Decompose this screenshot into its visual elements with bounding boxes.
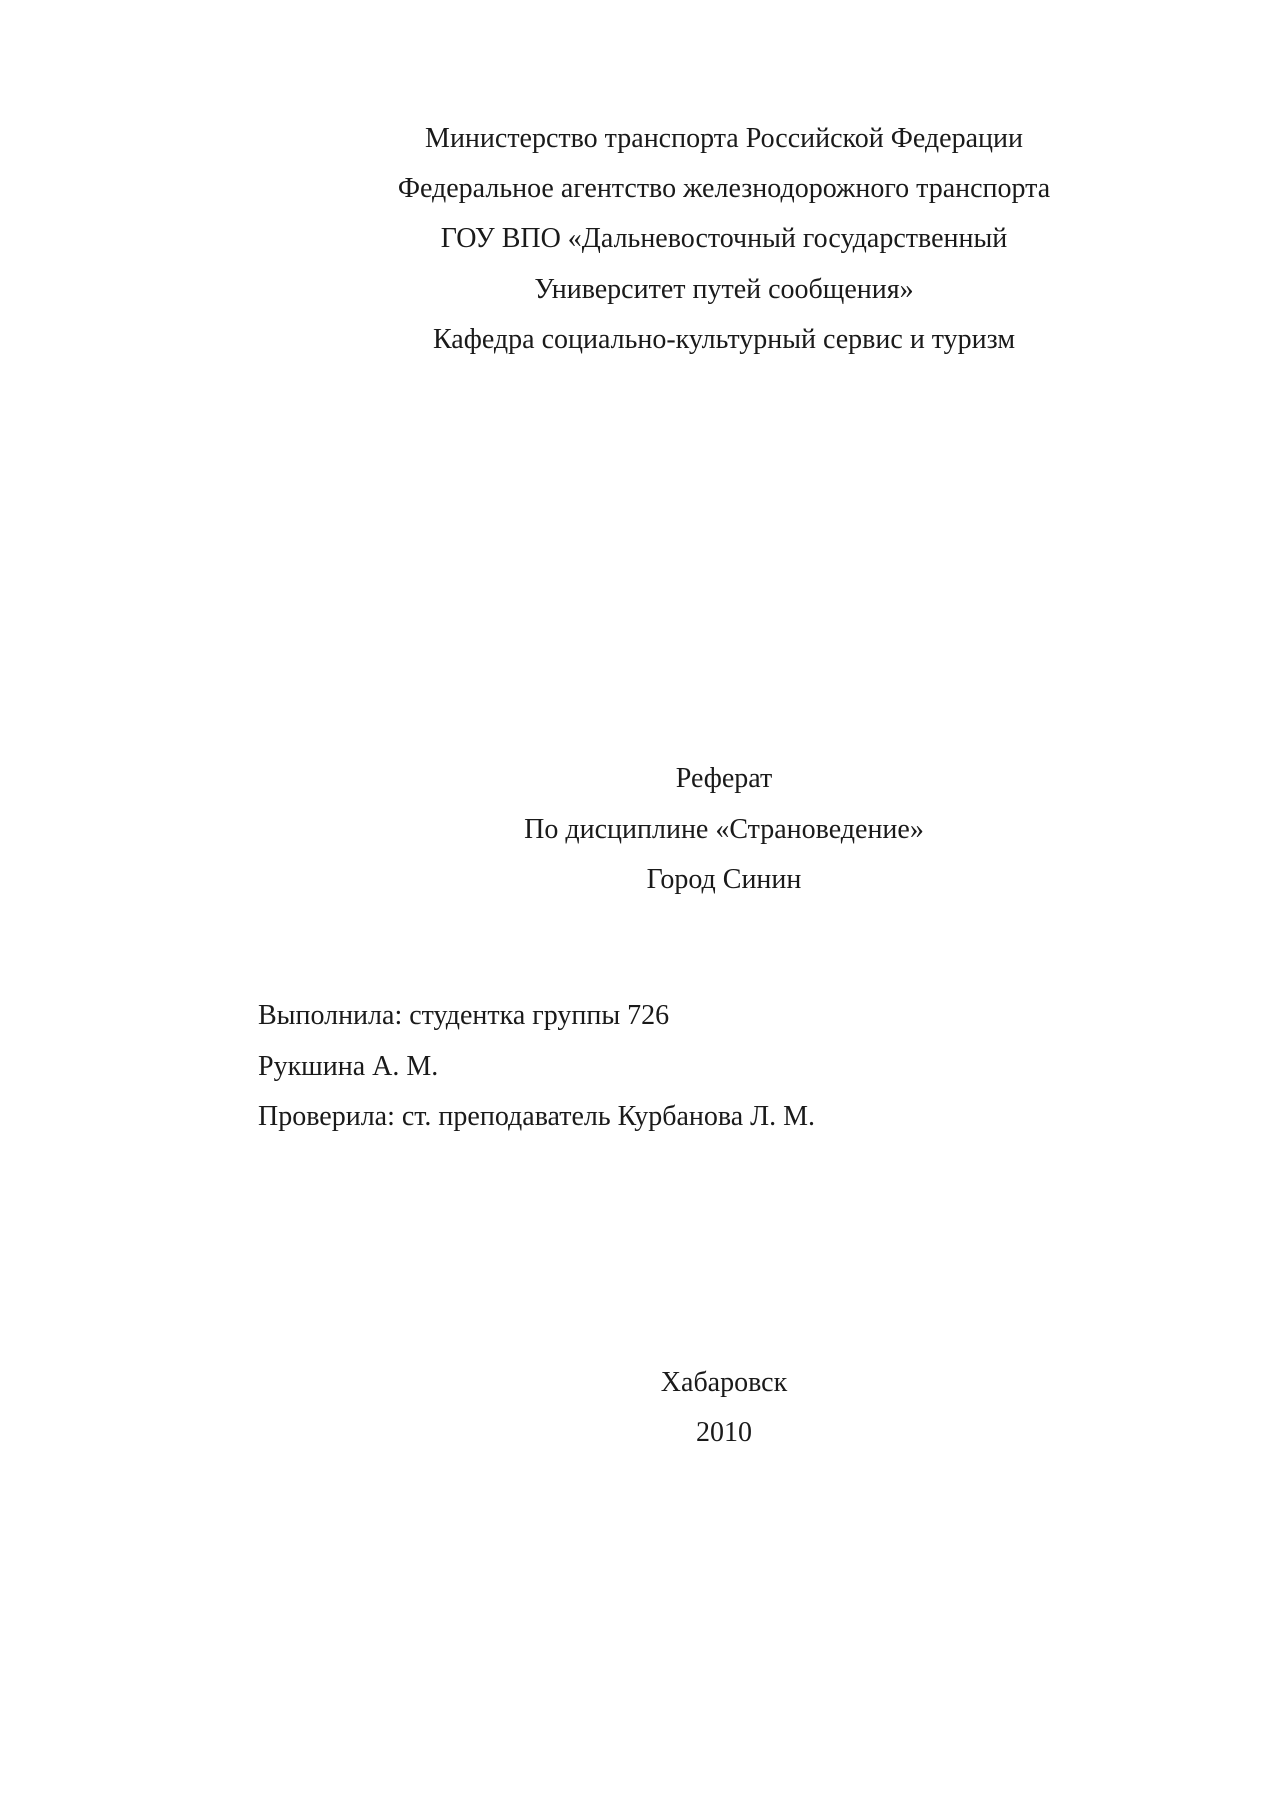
header-line-university: ГОУ ВПО «Дальневосточный государственный <box>440 223 1008 254</box>
checked-by: Проверила: ст. преподаватель Курбанова Л. М. <box>258 1101 816 1132</box>
city: Хабаровск <box>660 1367 788 1398</box>
header-line-university-cont: Университет путей сообщения» <box>534 274 914 305</box>
header-line-agency: Федеральное агентство железнодорожного транспорта <box>397 173 1051 204</box>
performed-by: Выполнила: студентка группы 726 <box>258 1000 670 1031</box>
doc-type: Реферат <box>675 763 773 794</box>
discipline: По дисциплине «Страноведение» <box>524 814 924 845</box>
year: 2010 <box>696 1417 752 1448</box>
header-line-ministry: Министерство транспорта Российской Федерации <box>425 123 1023 154</box>
student-name: Рукшина А. М. <box>258 1051 439 1082</box>
header-line-department: Кафедра социально-культурный сервис и туризм <box>432 324 1016 355</box>
topic: Город Синин <box>646 864 802 895</box>
